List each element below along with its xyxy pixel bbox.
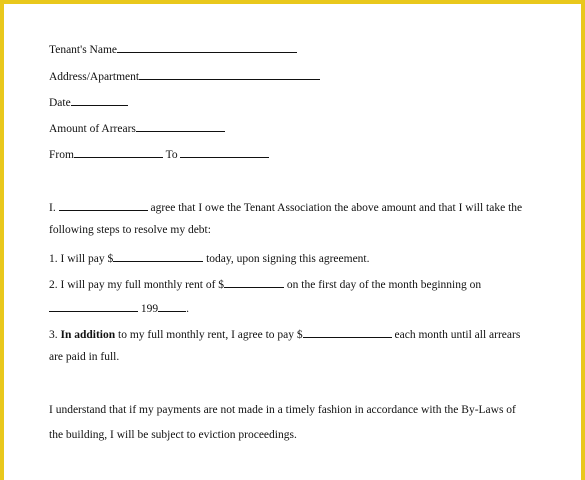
step2-rent-field[interactable] — [224, 276, 284, 288]
date-field[interactable] — [71, 94, 128, 106]
step2-year-field[interactable] — [158, 300, 186, 312]
arrears-label: Amount of Arrears — [49, 123, 136, 135]
date-row — [49, 94, 128, 110]
document-page — [4, 4, 581, 480]
from-label: From — [49, 149, 74, 161]
tenant-name-label: Tenant's Name — [49, 44, 118, 56]
step3-middle: to my full monthly rent, I agree to pay $ — [118, 329, 303, 341]
step3-prefix: 3. — [49, 329, 58, 341]
arrears-field[interactable] — [136, 120, 225, 132]
step1-row — [49, 250, 370, 266]
arrears-row — [49, 120, 225, 136]
address-field[interactable] — [139, 68, 320, 80]
step3-row-2 — [49, 350, 119, 364]
agree-name-field[interactable] — [59, 199, 148, 211]
step2-suffix: on the first day of the month beginning on — [286, 279, 482, 291]
tenant-name-field[interactable] — [117, 41, 297, 53]
step2-year-prefix: 199 — [140, 303, 159, 315]
step2-year-suffix: . — [186, 303, 189, 315]
step3-amount-field[interactable] — [303, 326, 392, 338]
closing-row — [49, 403, 516, 417]
step2-begin-field[interactable] — [49, 300, 138, 312]
step2-prefix: 2. I will pay my full monthly rent of $ — [49, 279, 225, 291]
step3-row — [49, 326, 520, 342]
address-label: Address/Apartment — [49, 71, 140, 83]
step1-prefix: 1. I will pay $ — [49, 253, 114, 265]
address-row — [49, 68, 320, 84]
step2-row — [49, 276, 481, 292]
step1-amount-field[interactable] — [113, 250, 203, 262]
agree-prefix: I. — [49, 202, 56, 214]
agree-row — [49, 199, 522, 215]
from-field[interactable] — [74, 146, 163, 158]
agree-text: agree that I owe the Tenant Association the above amount and that I will take the — [150, 202, 523, 214]
from-to-row — [49, 146, 269, 162]
closing-row-2 — [49, 428, 297, 442]
to-label: To — [165, 149, 178, 161]
step3-bold: In addition — [60, 329, 116, 341]
closing-line-2: the building, I will be subject to eviction proceedings. — [49, 429, 297, 441]
date-label: Date — [49, 97, 71, 109]
step3-line2: are paid in full. — [49, 351, 120, 363]
tenant-name-row — [49, 41, 297, 57]
step3-suffix: each month until all arrears — [394, 329, 521, 341]
to-field[interactable] — [180, 146, 269, 158]
closing-line-1: I understand that if my payments are not made in a timely fashion in accordance with the By-Laws of — [49, 404, 516, 416]
step2-row-2 — [49, 300, 189, 316]
step1-suffix: today, upon signing this agreement. — [206, 253, 370, 265]
agree-row-2 — [49, 223, 211, 237]
agree-text-2: following steps to resolve my debt: — [49, 224, 211, 236]
